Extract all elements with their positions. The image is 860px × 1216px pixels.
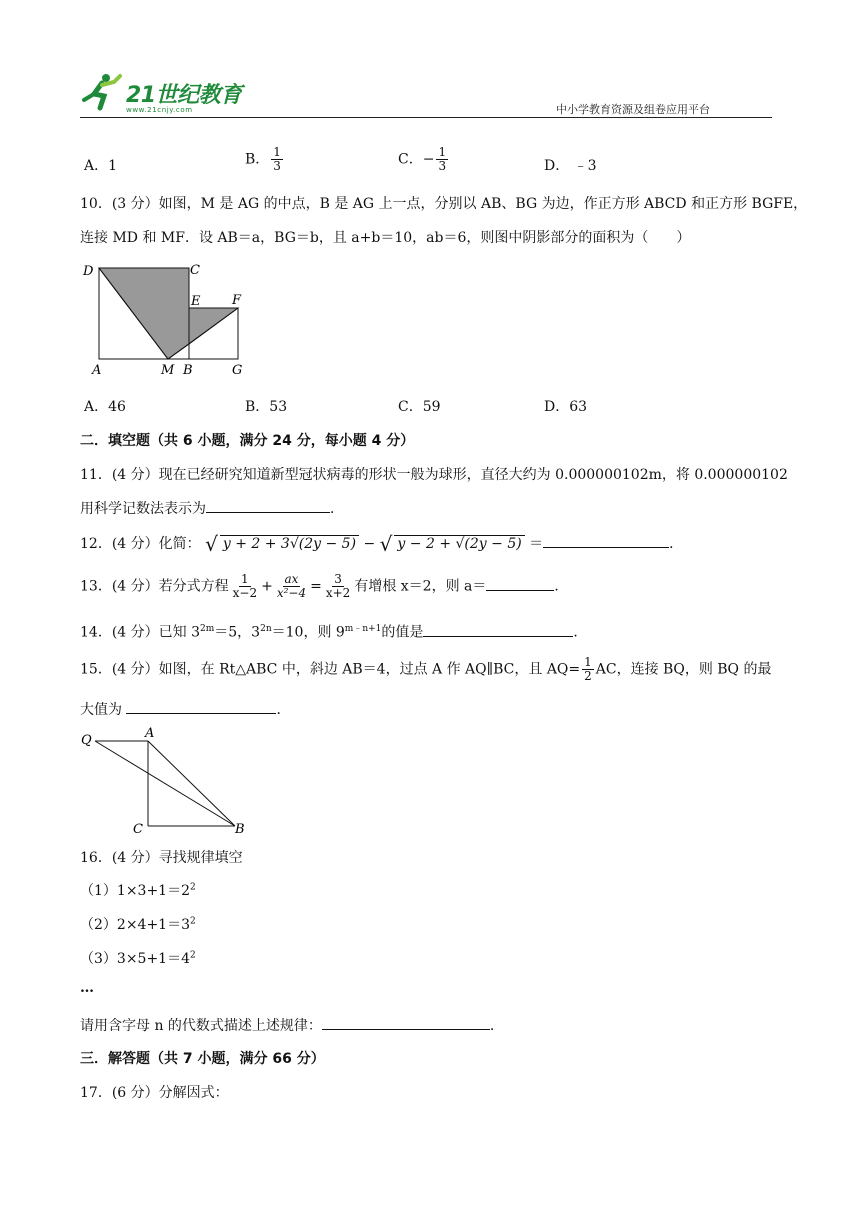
q16-title: 16．(4 分）寻找规律填空 (80, 850, 243, 866)
fig10-label-f: F (232, 293, 242, 308)
q10-option-d: D．63 (544, 399, 588, 415)
fig15-label-q: Q (81, 733, 92, 748)
fig10-label-m: M (161, 363, 175, 378)
fig10-label-a: A (92, 363, 102, 378)
fig10-label-b: B (183, 363, 193, 378)
q16-ellipsis: … (80, 980, 94, 996)
q13-text: 13．(4 分）若分式方程 $\frac{1}{x-2}$ + $\frac{ax}{\text{x²−4}}$ = $\frac{3}{x+2}$ 有增根 x＝2，则 a＝ ． (80, 572, 569, 600)
q13-answer-blank (486, 576, 554, 591)
q10-option-b: B．53 (245, 399, 288, 415)
q12-text: 12．(4 分）化简： √ y + 2 + 3√(2y − 5) − √ y − 2 + √(2y − 5) ＝ ． (80, 532, 684, 556)
q15-figure (80, 725, 260, 835)
q17-text: 17．(6 分）分解因式： (80, 1085, 229, 1101)
q10-figure (80, 260, 260, 380)
fig10-label-c: C (190, 263, 200, 278)
fig15-label-a: A (145, 726, 155, 741)
q9-option-a: A．1 (84, 158, 118, 174)
runner-logo-icon (80, 72, 124, 112)
q11-text-line1: 11．(4 分）现在已经研究知道新型冠状病毒的形状一般为球形，直径大约为 0.000000102m，将 0.000000102 (80, 467, 788, 483)
q16-row-1: $(1)1\times 3+1=2^2$ (80, 882, 196, 899)
q14-text: 14．(4 分）已知 $3^{2m}=5$，$3^{2n}=10$，则 $9^{m﹣n+1}$的值是 ． (80, 621, 587, 642)
q9-option-c: C．− $\frac{1}{3}$ (398, 145, 447, 173)
q16-row-2: $(2)2\times 4+1=3^2$ (80, 916, 196, 933)
fig15-label-b: B (235, 822, 245, 835)
q16-ask: 请用含字母 n 的代数式描述上述规律： ． (80, 1015, 504, 1035)
fig15-label-c: C (133, 822, 143, 835)
q11-answer-blank (206, 498, 330, 513)
q14-answer-blank (423, 622, 573, 637)
fig10-label-g: G (232, 363, 243, 378)
q15-text-line2: 大值为 ． (80, 699, 290, 719)
q10-text-line2: 连接 MD 和 MF．设 AB＝a，BG＝b，且 a+b＝10，ab＝6，则图中阴影部分的面积为（ ） (80, 230, 691, 246)
q10-option-a: A．46 (84, 399, 126, 415)
q10-text-line1: 10．(3 分）如图，M 是 AG 的中点，B 是 AG 上一点，分别以 AB、BG 为边，作正方形 ABCD 和正方形 BGFE， (80, 196, 808, 212)
logo (80, 72, 250, 116)
q9-option-d: D． ﹣3 (544, 158, 597, 174)
fig10-label-d: D (83, 264, 94, 279)
section-2-heading: 二．填空题（共 6 小题，满分 24 分，每小题 4 分） (80, 433, 415, 449)
header-divider (80, 117, 772, 118)
logo-url: www.21cnjy.com (126, 106, 193, 114)
section-3-heading: 三．解答题（共 7 小题，满分 66 分） (80, 1051, 325, 1067)
q15-answer-blank (126, 699, 276, 714)
fig10-label-e: E (191, 294, 201, 309)
logo-text: 21世纪教育 (126, 83, 242, 108)
q10-option-c: C．59 (398, 399, 441, 415)
q16-row-3: $(3)3\times 5+1=4^2$ (80, 950, 196, 967)
q16-answer-blank (322, 1015, 490, 1030)
q11-text-line2: 用科学记数法表示为 ． (80, 498, 344, 518)
q12-answer-blank (543, 533, 669, 548)
q15-text-line1: 15．(4 分）如图，在 Rt△ABC 中，斜边 AB＝4，过点 A 作 AQ∥BC，且 AQ= $\frac{1}{2}$ AC，连接 BQ，则 BQ 的最 (80, 655, 772, 683)
q9-option-b: B． $\frac{1}{3}$ (245, 145, 281, 173)
header-platform-text: 中小学教育资源及组卷应用平台 (556, 103, 710, 116)
